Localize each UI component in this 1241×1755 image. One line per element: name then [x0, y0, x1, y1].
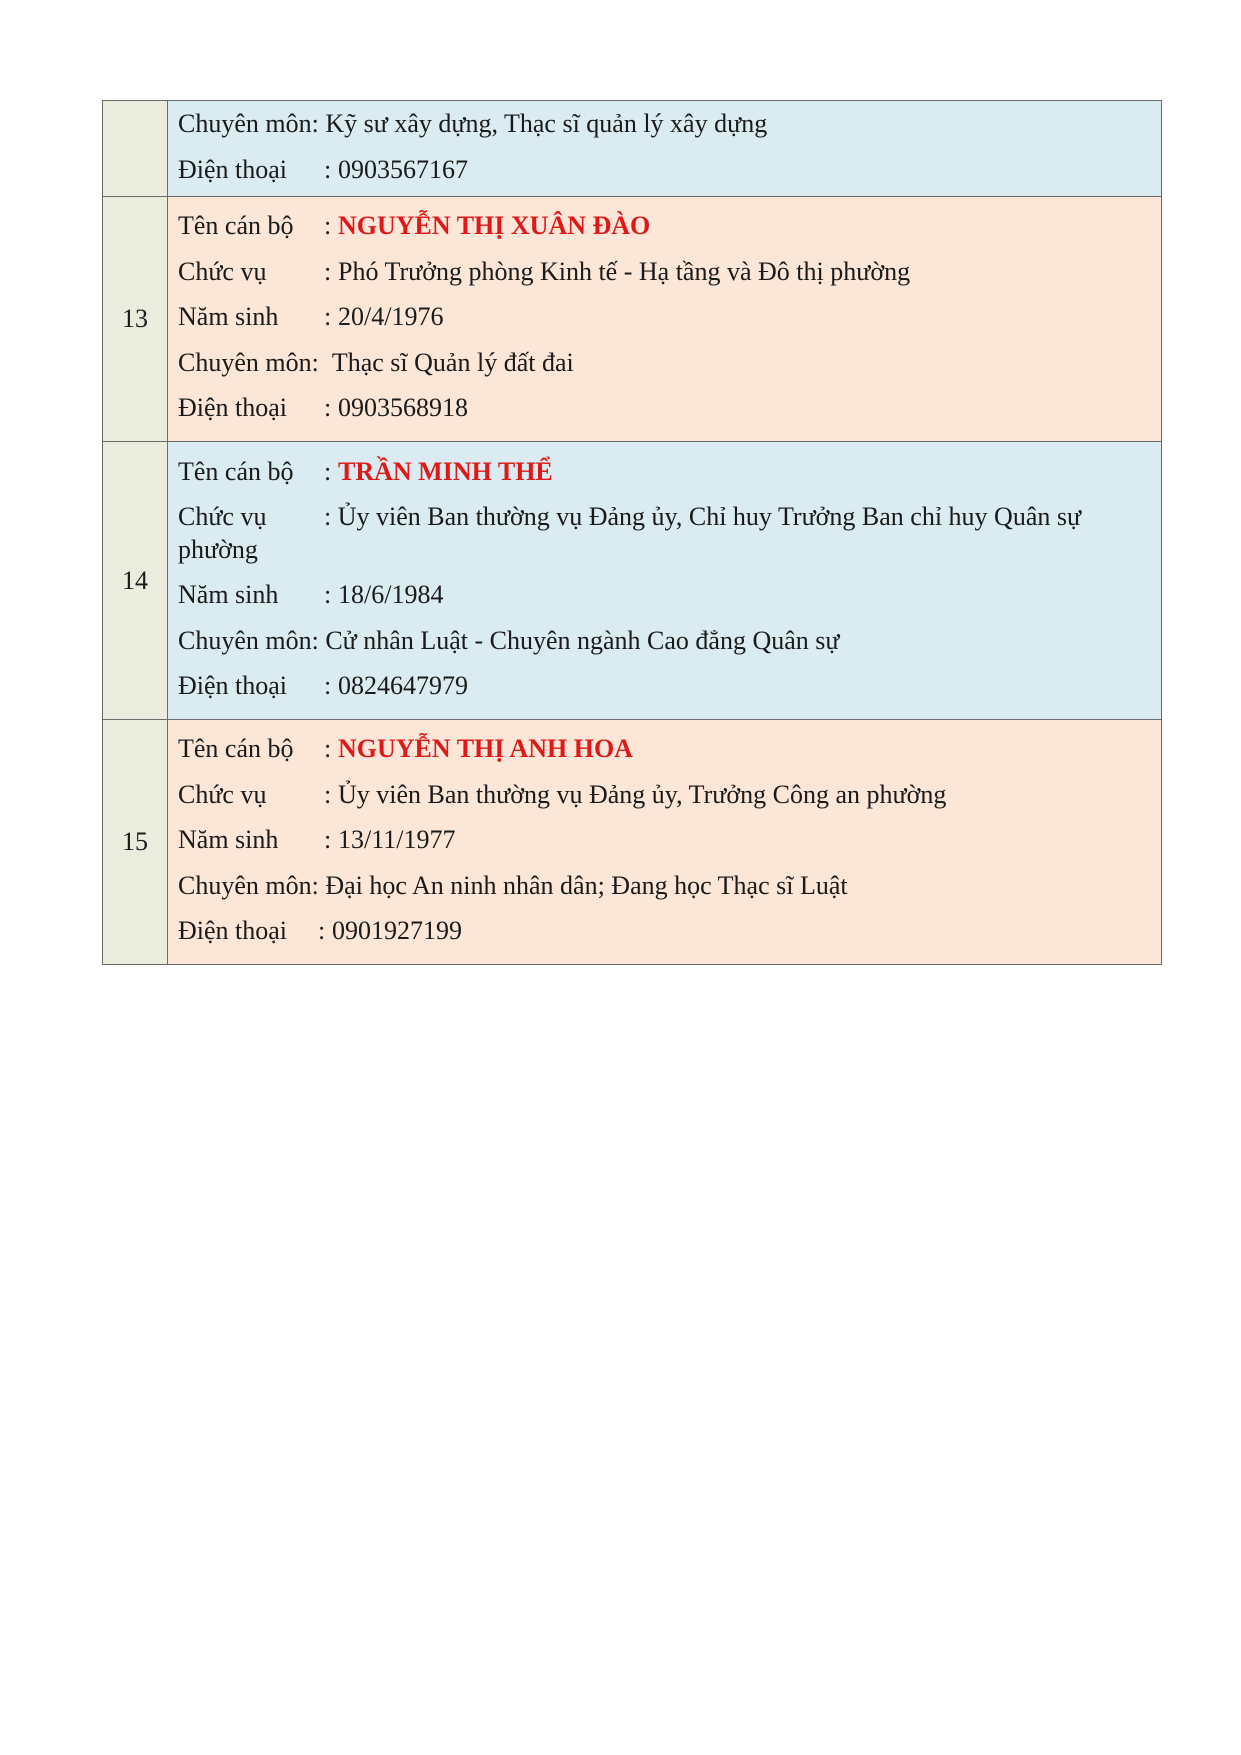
specialty-line — [178, 340, 1153, 386]
specialty-label: Chuyên môn: — [178, 109, 319, 138]
name-line — [178, 449, 1153, 495]
colon: : — [324, 154, 332, 184]
position-line — [178, 249, 1153, 295]
colon: : — [324, 825, 332, 855]
specialty-label: Chuyên môn: — [178, 625, 319, 655]
phone-line — [178, 147, 1153, 193]
row-number: 13 — [103, 197, 168, 442]
specialty-value: Đại học An ninh nhân dân; Đang học Thạc sĩ Luật — [325, 870, 848, 900]
colon: : — [318, 916, 326, 946]
staff-name: NGUYỄN THỊ ANH HOA — [338, 734, 633, 764]
birth-value: 20/4/1976 — [338, 302, 444, 332]
table-row — [103, 442, 1162, 720]
name-label: Tên cán bộ — [178, 211, 294, 241]
staff-info-cell — [168, 442, 1162, 720]
phone-value: 0903567167 — [338, 154, 468, 184]
phone-line — [178, 385, 1153, 431]
phone-value: 0901927199 — [332, 916, 462, 946]
specialty-value: Thạc sĩ Quản lý đất đai — [331, 347, 574, 377]
birth-value: 18/6/1984 — [338, 580, 444, 609]
birth-value: 13/11/1977 — [338, 825, 456, 855]
position-label: Chức vụ — [178, 502, 267, 531]
specialty-line — [178, 863, 1153, 909]
staff-info-cell — [168, 197, 1162, 442]
name-line — [178, 726, 1153, 772]
birth-label: Năm sinh — [178, 825, 279, 855]
phone-label: Điện thoại — [178, 393, 288, 423]
phone-value: 0903568918 — [338, 393, 468, 423]
position-line — [178, 494, 1153, 572]
table-row — [103, 197, 1162, 442]
colon: : — [324, 779, 332, 809]
name-label: Tên cán bộ — [178, 734, 294, 764]
birth-line — [178, 817, 1153, 863]
colon: : — [324, 393, 332, 423]
colon: : — [324, 256, 332, 286]
specialty-line — [178, 618, 1153, 664]
phone-value: 0824647979 — [338, 671, 468, 700]
staff-info-cell — [168, 720, 1162, 965]
staff-name: TRẦN MINH THỂ — [338, 456, 553, 486]
colon: : — [324, 456, 332, 486]
name-line — [178, 203, 1153, 249]
specialty-line — [178, 101, 1153, 147]
phone-label: Điện thoại — [178, 916, 288, 946]
birth-line — [178, 572, 1153, 618]
colon: : — [324, 302, 332, 332]
staff-info-cell — [168, 101, 1162, 197]
birth-label: Năm sinh — [178, 302, 279, 332]
specialty-value: Cử nhân Luật - Chuyên ngành Cao đẳng Quân sự — [325, 625, 840, 655]
position-line — [178, 772, 1153, 818]
position-label: Chức vụ — [178, 256, 267, 286]
specialty-label: Chuyên môn: — [178, 870, 319, 900]
colon: : — [324, 671, 332, 700]
staff-table — [102, 100, 1162, 965]
position-label: Chức vụ — [178, 779, 267, 809]
birth-label: Năm sinh — [178, 580, 279, 609]
position-value: Ủy viên Ban thường vụ Đảng ủy, Trưởng Công an phường — [338, 779, 947, 809]
row-number: 15 — [103, 720, 168, 965]
table-row-continuation — [103, 101, 1162, 197]
phone-label: Điện thoại — [178, 154, 288, 184]
phone-line — [178, 908, 1153, 954]
staff-name: NGUYỄN THỊ XUÂN ĐÀO — [338, 211, 651, 241]
colon: : — [324, 734, 332, 764]
birth-line — [178, 294, 1153, 340]
position-value: Ủy viên Ban thường vụ Đảng ủy, Chỉ huy Trưởng Ban chỉ huy Quân sự phường — [178, 502, 1082, 564]
colon: : — [324, 211, 332, 241]
phone-label: Điện thoại — [178, 671, 288, 700]
colon: : — [324, 502, 332, 531]
name-label: Tên cán bộ — [178, 456, 294, 486]
position-value: Phó Trưởng phòng Kinh tế - Hạ tầng và Đô thị phường — [338, 256, 911, 286]
phone-line — [178, 663, 1153, 709]
specialty-value: Kỹ sư xây dựng, Thạc sĩ quản lý xây dựng — [325, 109, 768, 138]
colon: : — [324, 580, 332, 609]
specialty-label: Chuyên môn: — [178, 347, 319, 377]
row-number: 14 — [103, 442, 168, 720]
row-number-cell — [103, 101, 168, 197]
table-row — [103, 720, 1162, 965]
